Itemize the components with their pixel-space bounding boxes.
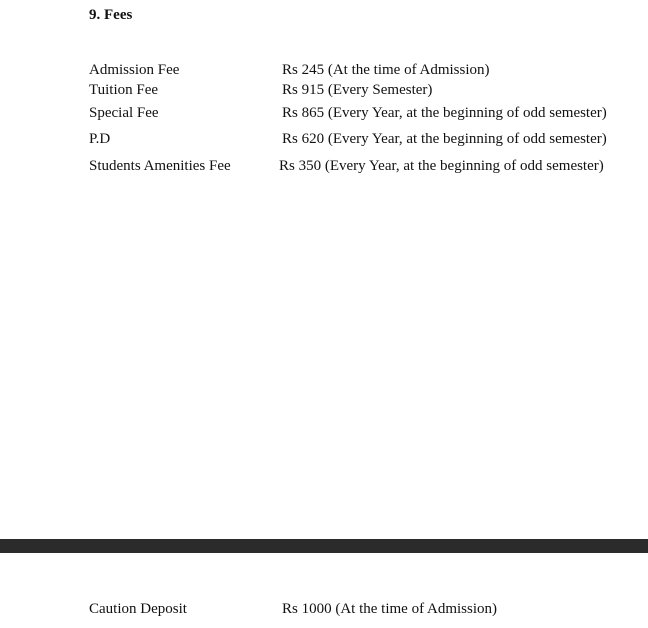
fee-amount: Rs 865 (Every Year, at the beginning of odd semester) — [282, 105, 607, 121]
section-heading: 9. Fees — [89, 7, 133, 23]
fee-name: Caution Deposit — [89, 601, 187, 617]
document-page — [0, 553, 648, 628]
fee-amount: Rs 1000 (At the time of Admission) — [282, 601, 497, 617]
fee-name: Special Fee — [89, 105, 159, 121]
fee-name: Tuition Fee — [89, 82, 159, 98]
fee-amount: Rs 350 (Every Year, at the beginning of odd semester) — [279, 158, 604, 174]
fee-row — [0, 129, 648, 149]
fee-row — [0, 60, 648, 80]
fee-amount: Rs 245 (At the time of Admission) — [282, 62, 490, 78]
fee-row — [0, 80, 648, 100]
fee-name: Admission Fee — [89, 62, 180, 78]
page-separator — [0, 539, 648, 553]
fee-name: Students Amenities Fee — [89, 158, 231, 174]
fee-amount: Rs 620 (Every Year, at the beginning of odd semester) — [282, 131, 607, 147]
fee-amount: Rs 915 (Every Semester) — [282, 82, 433, 98]
fee-row — [0, 103, 648, 123]
fee-row — [0, 599, 648, 619]
fee-name: P.D — [89, 131, 111, 147]
fee-row — [0, 156, 648, 176]
